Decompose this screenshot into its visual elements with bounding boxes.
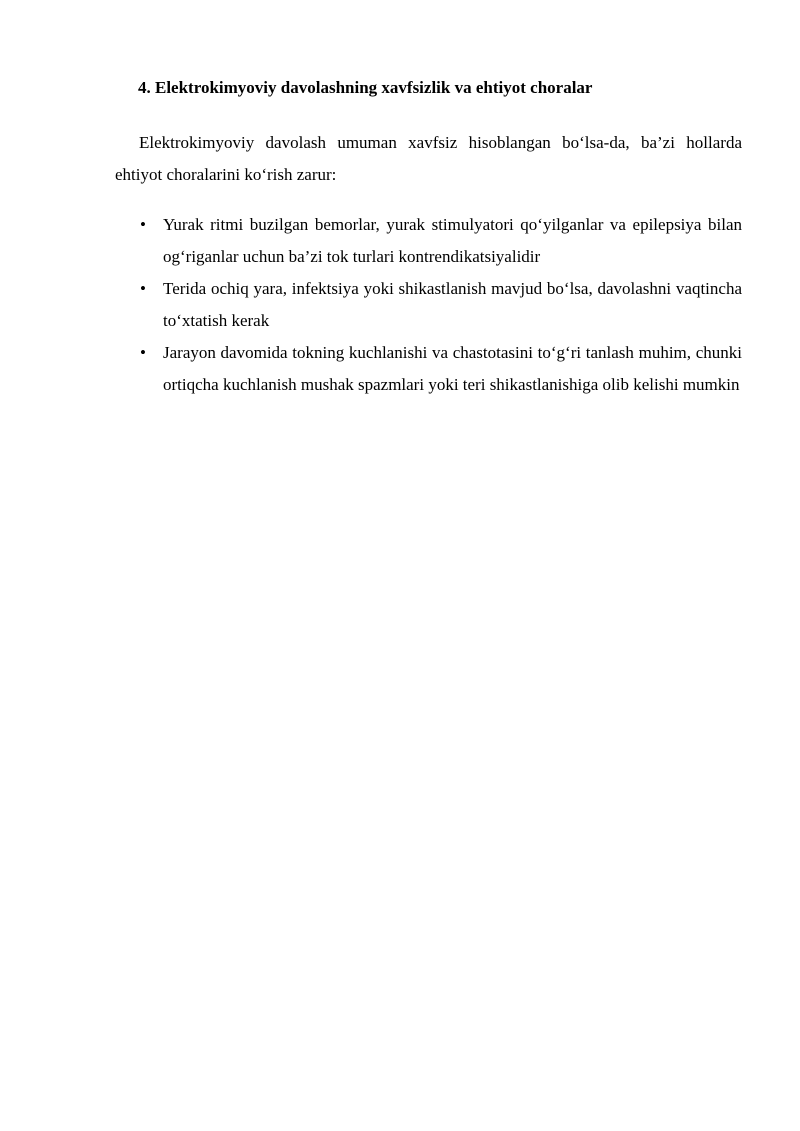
list-item — [115, 337, 742, 401]
list-item — [115, 273, 742, 337]
list-item-text: Terida ochiq yara, infektsiya yoki shikastlanish mavjud bo‘lsa, davolashni vaqtincha to‘xtatish kerak — [163, 279, 742, 330]
list-item — [115, 209, 742, 273]
precautions-list — [115, 209, 742, 401]
bullet-icon: • — [140, 279, 146, 298]
section-heading: 4. Elektrokimyoviy davolashning xavfsizlik va ehtiyot choralar — [138, 78, 593, 97]
intro-paragraph: Elektrokimyoviy davolash umuman xavfsiz hisoblangan bo‘lsa-da, ba’zi hollarda ehtiyot choralarini ko‘rish zarur: — [115, 133, 742, 184]
list-item-text: Jarayon davomida tokning kuchlanishi va chastotasini to‘g‘ri tanlash muhim, chunki ortiqcha kuchlanish mushak spazmlari yoki teri shikastlanishiga olib kelishi mumkin — [163, 343, 742, 394]
bullet-icon: • — [140, 215, 146, 234]
bullet-icon: • — [140, 343, 146, 362]
list-item-text: Yurak ritmi buzilgan bemorlar, yurak stimulyatori qo‘yilganlar va epilepsiya bilan og‘riganlar uchun ba’zi tok turlari kontrendikatsiyalidir — [163, 215, 742, 266]
